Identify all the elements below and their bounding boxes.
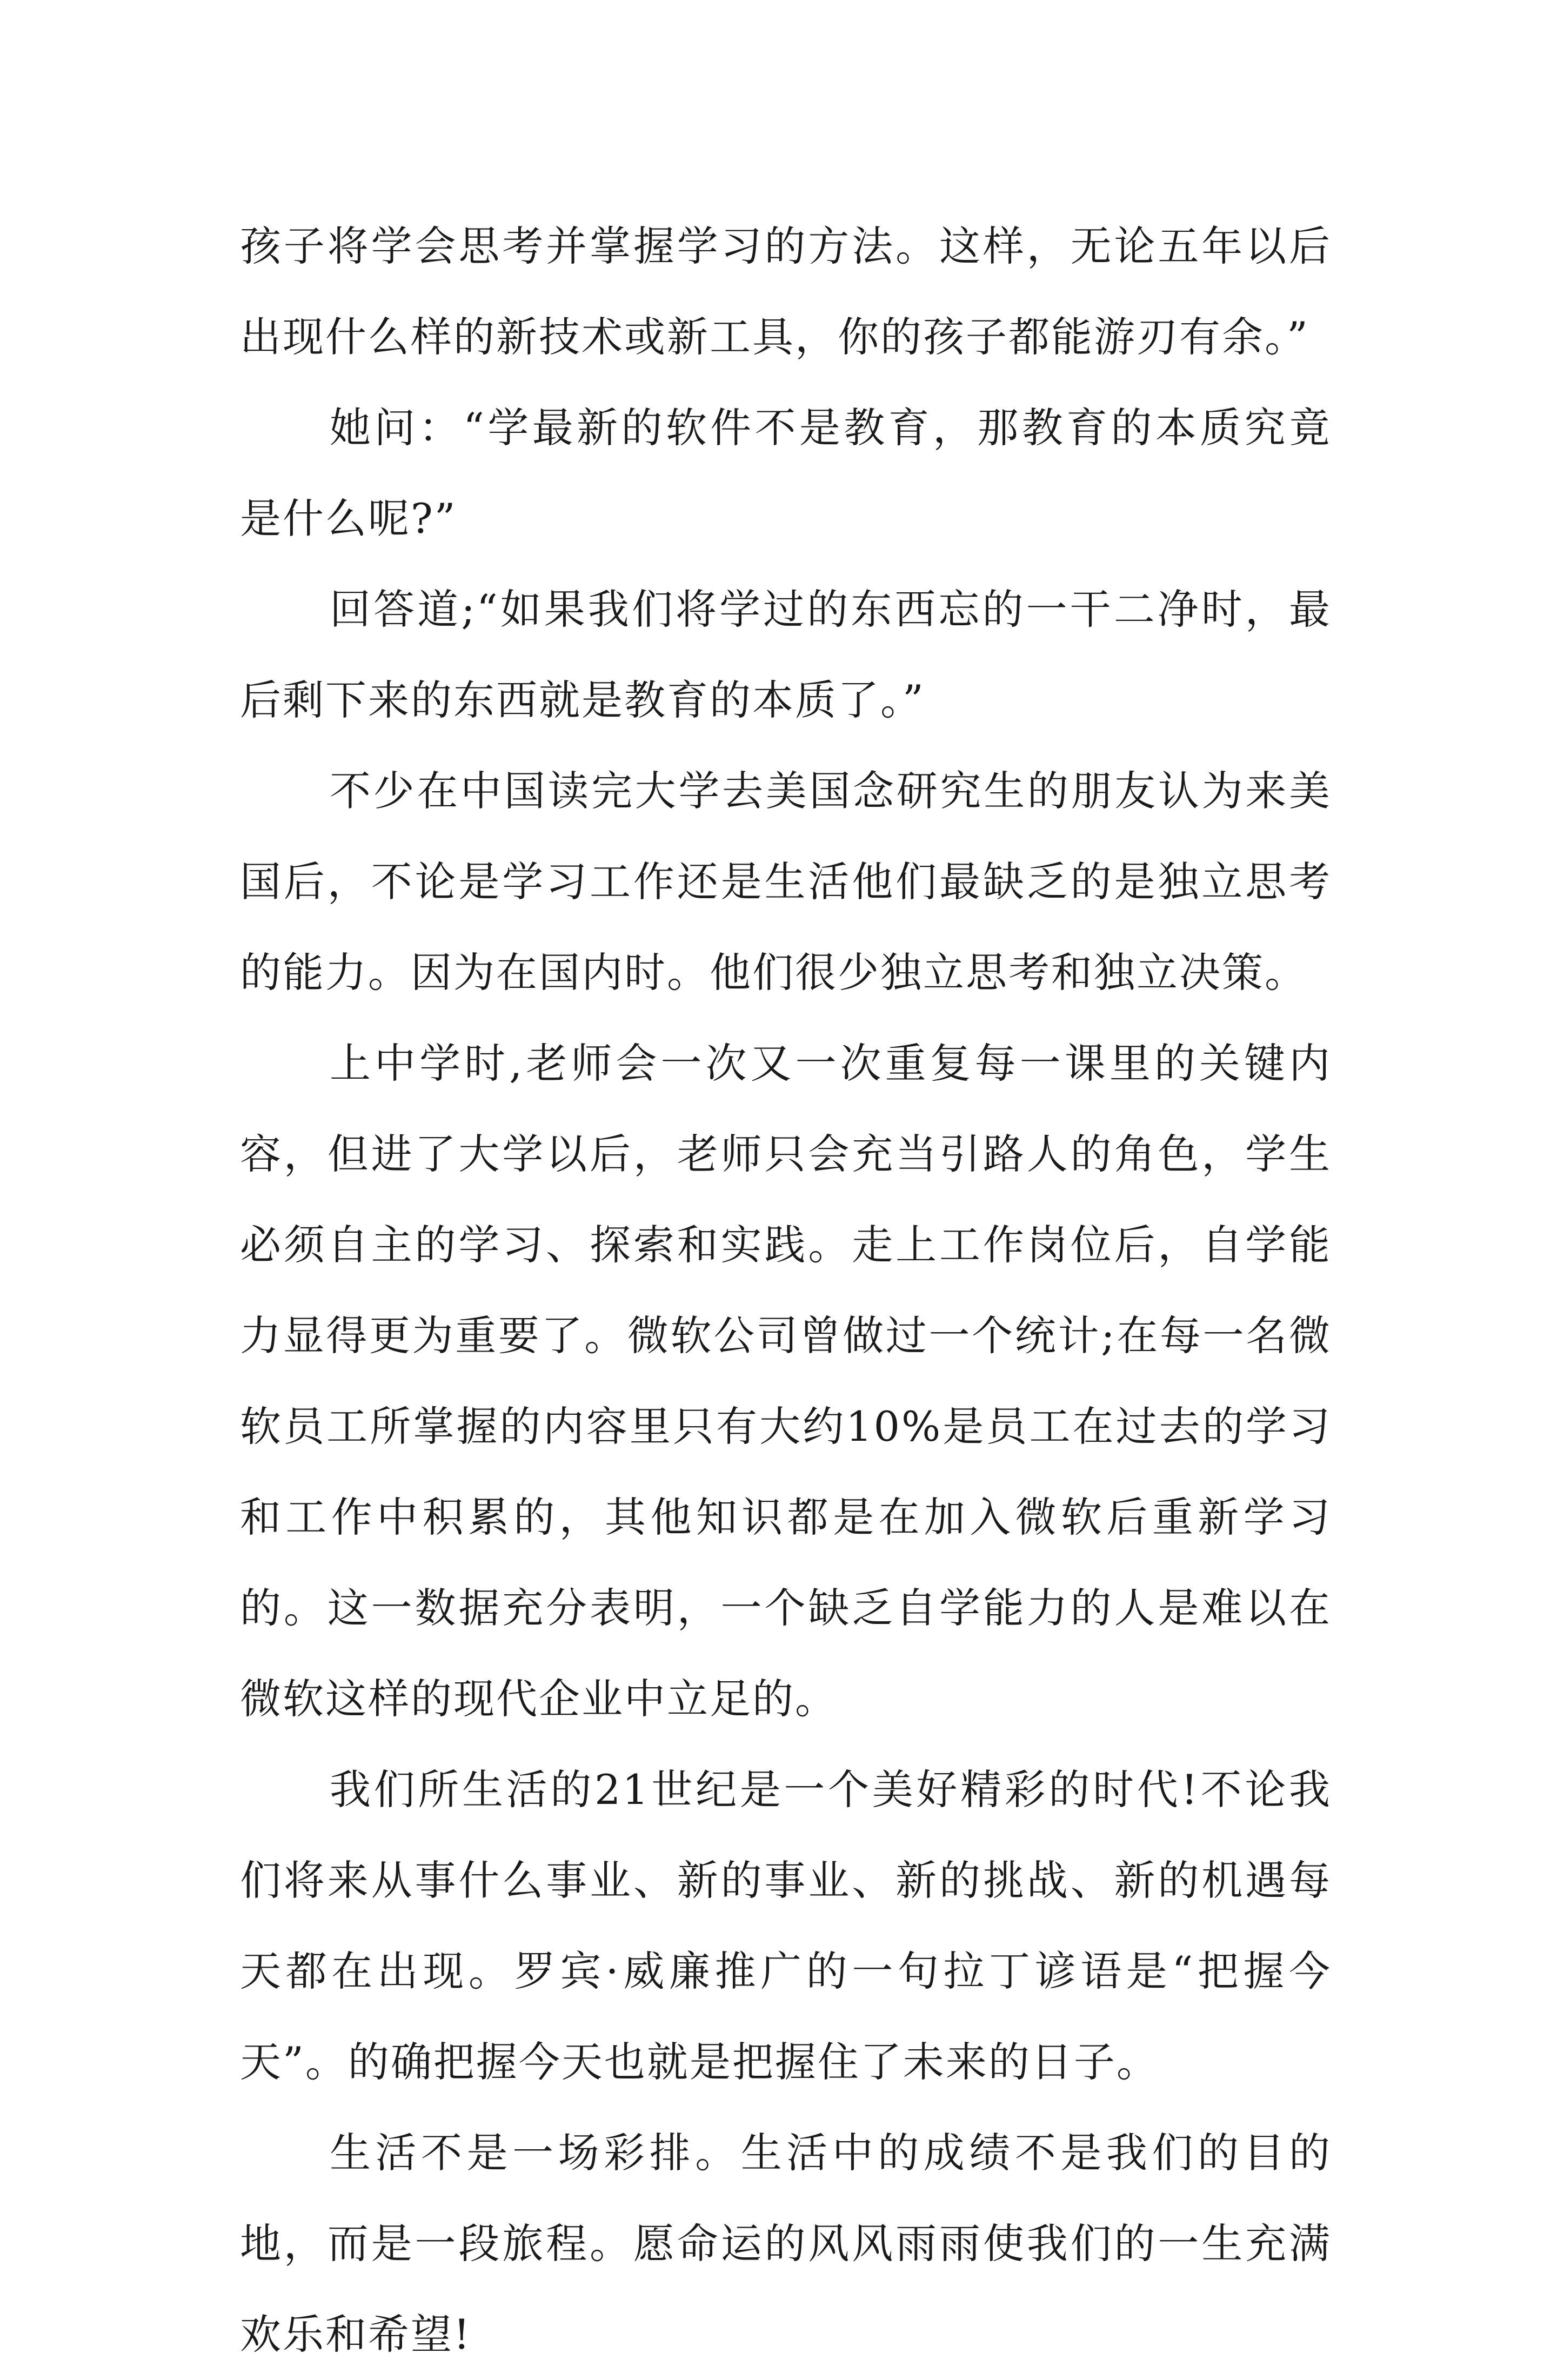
paragraph-21st-century: 我们所生活的21世纪是一个美好精彩的时代!不论我们将来从事什么事业、新的事业、新的挑战、新的机遇每天都在出现。罗宾·威廉推广的一句拉丁谚语是“把握今天”。的确把握今天也就是把握住了未来的日子。 [240, 1766, 1332, 2086]
document-body [240, 201, 1332, 2380]
paragraph-answer: 回答道;“如果我们将学过的东西忘的一干二净时，最后剩下来的东西就是教育的本质了。” [240, 585, 1332, 724]
paragraph-life-journey: 生活不是一场彩排。生活中的成绩不是我们的目的地，而是一段旅程。愿命运的风风雨雨使我们的一生充满欢乐和希望! [240, 2129, 1332, 2358]
paragraph-continuation: 孩子将学会思考并掌握学习的方法。这样，无论五年以后出现什么样的新技术或新工具，你的孩子都能游刃有余。” [240, 222, 1332, 361]
paragraph-question: 她问：“学最新的软件不是教育，那教育的本质究竟是什么呢?” [240, 404, 1332, 543]
paragraph-self-learning: 上中学时,老师会一次又一次重复每一课里的关键内容，但进了大学以后，老师只会充当引路人的角色，学生必须自主的学习、探索和实践。走上工作岗位后，自学能力显得更为重要了。微软公司曾做过一个统计;在每一名微软员工所掌握的内容里只有大约10%是员工在过去的学习和工作中积累的，其他知识都是在加入微软后重新学习的。这一数据充分表明，一个缺乏自学能力的人是难以在微软这样的现代企业中立足的。 [240, 1039, 1332, 1723]
paragraph-students-abroad: 不少在中国读完大学去美国念研究生的朋友认为来美国后，不论是学习工作还是生活他们最缺乏的是独立思考的能力。因为在国内时。他们很少独立思考和独立决策。 [240, 767, 1332, 997]
